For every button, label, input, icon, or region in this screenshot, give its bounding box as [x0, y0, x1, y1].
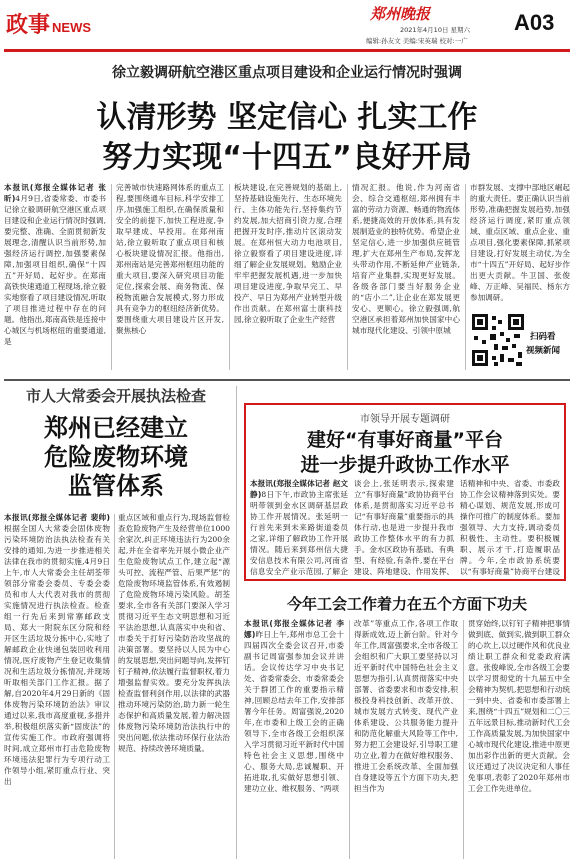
column-divider: [229, 184, 230, 370]
section-title: [6, 8, 91, 39]
top-story-col-1-text: 4月9日,省委常委、市委书记徐立毅调研航空港区重点项目建设和企业运行情况时强调,要完整、准确、全面贯彻新发展理念,清醒认识当前形势,加强经济运行调控,加强要素保障,加强项目组织,确保“十四五”开好局、起好步。在郑南高铁快速通道工程现场,徐立毅实地察看了项目建设情况,听取了项目推进过程中存在的问题。他指出,郑南高铁是连接中心城区与机场枢纽的重要通道,是: [4, 194, 106, 346]
top-story-kicker: 徐立毅调研航空港区重点项目建设和企业运行情况时强调: [112, 65, 462, 81]
section-separator: [4, 379, 570, 381]
bottom-story-col-3: 贯穿始终,以钉钉子精神把事情做到底、做到实,做到职工群众的心坎上,以过硬作风和优良业绩让职工群众和党委政府满意。张俊峰说,全市各级工会要以学习贯彻党的十九届五中全会精神为契机,把思想和行动统一到中央、省委和市委部署上来,围绕“十四五”规划和二〇三五年远景目标,推动新时代工会工作高质量发展,为加快国家中心城市现代化建设,推进中原更加出彩作出新的更大贡献。会议还通过了决议决定和人事任免事项,表彰了2020年郑州市工会工作先进单位。: [468, 619, 570, 793]
left-story-kicker: 市人大常委会开展执法检查: [25, 387, 206, 405]
top-story-headline-2: 努力实现“十四五”良好开局: [102, 140, 472, 175]
boxed-story-col-1-text: 8日下午,市政协主席张延明带领到金水区调研基层政协工作开展情况。张延明一行首先来到未来路街道委员之家,详细了解政协工作开展情况。随后来到郑州信大捷安信息技术有限公司,河南省信息安全产业示范园,了解企: [250, 490, 348, 576]
left-story-col-1: [4, 512, 110, 861]
qr-code-icon[interactable]: [470, 312, 526, 368]
column-divider: [347, 184, 348, 370]
editors-line: 编辑:孙友文 美编:宋英瑞 校对:一广: [366, 37, 468, 45]
masthead-rule: [4, 49, 570, 52]
boxed-story-headline-1: 建好“有事好商量”平台: [307, 429, 503, 451]
page-letter: A: [514, 10, 530, 35]
paper-logo: 郑州晚报: [370, 5, 431, 23]
issue-date: 2021年4月10日 星期六: [400, 26, 471, 34]
left-story-col-2: 重点区域和重点行为,现场监督检查危险废物产生及经营单位1000余家次,纠正环境违法行为200余起,并在全省率先开展小微企业产生危险废物试点工作,建立起“源头可控、流程严管、后果严惩”的危险废物环境监管体系,有效遏制了危险废物环境污染风险。胡荃要求,全市各有关部门要深入学习贯彻习近平生态文明思想和习近平法治思想,认真落实中央和省、市委关于打好污染防治攻坚战的决策部署。要坚持以人民为中心的发展思想,突出问题导向,发挥钉钉子精神,依法履行监督职权,着力增强监督实效。要充分发挥执法检查监督利剑作用,以法律的武器推动环境污染防治,助力新一轮生态保护和高质量发展,着力解决固体废物污染环境防治法执行中的突出问题,依法推动环保行业法治规范、持续改善环境质量。: [118, 513, 230, 753]
qr-label-1: 扫码看: [530, 332, 556, 342]
left-story-headline-3: 监管体系: [68, 472, 164, 500]
section-title-en: NEWS: [52, 20, 92, 35]
top-story-col-1: [4, 182, 106, 374]
left-story-col-1-text: 根据全国人大常委会固体废物污染环境防治法执法检查有关安排的通知,为进一步推进相关法律在我市的贯彻实施,4月9日上午,市人大常委会主任胡荃带领部分常委会委员、专委会委员和市人大代表对我市的贯彻实施情况进行执法检查。检查组一行先后来到常寨邮政支局、郑大一附院东区分院和经开区生活垃圾分拣中心,实地了解邮政企业快递包装回收利用情况,医疗废物产生登记收集情况和生活垃圾分拣情况,并现场听取相关部门工作汇报。据了解,自2020年4月29日新的《固体废物污染环境防治法》审议通过以来,我市高度重视,多措并举,积极组织落实新“固废法”的宣传实施工作。市政府强调将时间,成立郑州市打击危险废物环境违法犯罪行为专项行动工作领导小组,紧盯重点行业、突出: [4, 524, 110, 786]
column-divider: [114, 514, 115, 859]
top-story-col-3: 板块建设,在完善规划的基础上,坚持基础设施先行、生态环境先行、主体功能先行,坚持集约节约发展,加大招商引资力度,合理把握开发时序,推动片区滚动发展。在郑州恒大动力电池项目,徐立毅察看了项目建设进度,详细了解企业发展规划。勉励企业牢牢把握发展机遇,进一步加快项目建设进度,争取早完工、早投产、早日为郑州产业转型升级作出贡献。在郑州富士康科技园,徐立毅听取了企业生产经营: [234, 183, 342, 324]
section-title-cn: 政事: [6, 13, 51, 38]
top-story-col-5: 市群发展、支撑中部地区崛起的重大责任。要正确认识当前形势,准确把握发展趋势,加强经济运行调度,紧盯重点领域、重点区域、重点企业、重点项目,强化要素保障,抓紧项目建设,打好发展主动仗,为全市“十四五”开好局、起好步作出更大贡献。牛卫国、张俊峰、万正峰、吴福民、杨东方参加调研。: [470, 183, 570, 302]
bottom-story-headline: 今年工会工作着力在五个方面下功夫: [286, 595, 527, 613]
column-divider: [236, 386, 237, 859]
column-divider: [349, 620, 350, 859]
boxed-story-kicker: 市领导开展专题调研: [360, 414, 450, 425]
boxed-story-col-3: 话精神和中央、省委、市委政协工作会议精神落到实处。要精心谋划、规范发展,形成可操作可推广的制度体系。要加强领导、大力支持,调动委员积极性、主动性。要积极履职、展示才干,打造履职品牌。今年,全市政协系统要以“有事好商量”协商平台建设: [460, 479, 560, 576]
boxed-story-headline-2: 进一步提升政协工作水平: [300, 454, 510, 476]
boxed-story-byline: 本报讯(郑报全媒体记者 赵文静): [250, 479, 348, 499]
boxed-story-col-1: [250, 478, 348, 577]
bottom-story-col-1-text: 昨日上午,郑州市总工会十四届四次全委会议召开,市委副书记周富强参加会议并讲话。会议传达学习中央书记处、省委常委会、市委常委会关于群团工作的重要指示精神,回顾总结去年工作,安排部署今年任务。周富强说,2020年,在市委和上级工会的正确领导下,全市各级工会组织深入学习贯彻习近平新时代中国特色社会主义思想,围绕中心、服务大局,忠诚履职、开拓进取,扎实做好思想引领、建功立业、维权服务、“两项: [244, 630, 344, 793]
boxed-story-col-2: 谈会上,张延明表示,探索建立“有事好商量”政协协商平台体系,是贯彻落实习近平总书记“有事好商量”重要指示的具体行动,也是进一步提升我市政协工作整体水平的有力抓手。金水区政协有基础、有典型、有经验,有条件,要在平台建设、阵地建设、作用发挥、: [354, 479, 454, 576]
page-number: [514, 10, 554, 36]
column-divider: [465, 184, 466, 370]
top-story-headline-1: 认清形势 坚定信心 扎实工作: [96, 100, 478, 135]
left-story-headline-1: 郑州已经建立: [44, 414, 188, 442]
top-story-byline: 本报讯(郑报全媒体记者 张昕): [4, 183, 106, 203]
bottom-story-col-2: 改革”等重点工作,各项工作取得新成效,迈上新台阶。针对今年工作,周富强要求,全市各级工会组织和广大职工要坚持以习近平新时代中国特色社会主义思想为指引,认真贯彻落实中央部署、省委要求和市委安排,积极投身科技创新、改革开放、城市发展方式转变、现代产业体系建设、公共服务能力提升和防范化解重大风险等工作中,努力把工会建设好,引导职工建功立业,着力在做好维权服务、推进工会系统改革、全面加强自身建设等五个方面下功夫,把担当作为: [354, 619, 458, 793]
left-story-headline-2: 危险废物环境: [44, 443, 188, 471]
left-story-byline: 本报讯(郑报全媒体记者 裴帅): [4, 513, 110, 522]
bottom-story-byline: 本报讯(郑报全媒体记者 李娜): [244, 619, 344, 639]
bottom-story-col-1: [244, 618, 344, 861]
page-digits: 03: [529, 10, 555, 35]
column-divider: [463, 620, 464, 859]
qr-label-2: 视频新闻: [526, 346, 561, 356]
column-divider: [111, 184, 112, 370]
top-story-col-2: 完善城市快速路网体系的重点工程,要围绕通车目标,科学安排工序,加强施工组织,在确保质量和安全的前提下,加快工程进度,争取早建成、早投用。在郑州南站,徐立毅听取了重点项目和核心板块建设情况汇报。他指出,郑州南站是完善郑州枢纽功能的重大项目,要深入研究项目功能定位,探索会展、商务物流、保税物流融合发展模式,努力形成具有竞争力的枢纽经济新优势。要围绕重大项目建设片区开发,聚焦核心: [116, 183, 224, 335]
top-story-col-4: 情况汇报。他说,作为河南省会、综合交通枢纽,郑州拥有丰富的劳动力资源、畅通的物流体系,便捷高效的开放体系,具有发展制造业的独特优势。希望企业坚定信心,进一步加强供应链管理,扩大在郑州生产布局,发挥龙头带动作用,不断延伸产业链条,培育产业集群,实现更好发展。各级各部门要当好服务企业的“店小二”,让企业在郑发展更安心、更顺心。徐立毅强调,航空港区承担着郑州加快国家中心城市现代化建设、引领中原城: [352, 183, 460, 335]
